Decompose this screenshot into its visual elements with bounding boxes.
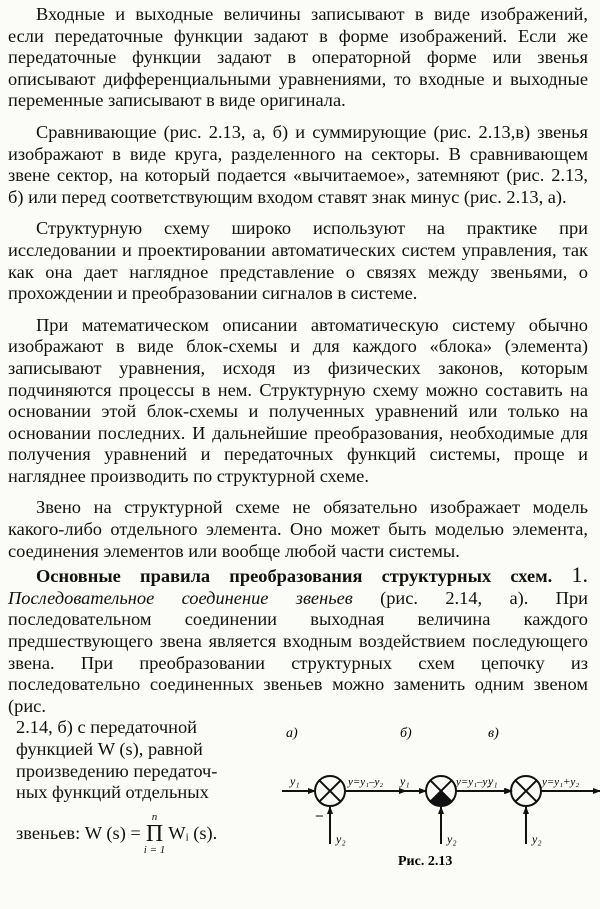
comparator-circle-shaded [426, 776, 456, 806]
panel-c [482, 726, 600, 846]
panel-label: б) [400, 726, 412, 742]
paragraph-structural-scheme-usage: Структурную схему широко используют на практике при исследовании и проектировании автоматических систем управления, так как она дает наглядное представление о связях между звеньями, о прохождении и преобразовании сигналов в системе. [8, 218, 588, 304]
minus-sign: – [316, 808, 323, 824]
comparator-diagram [278, 719, 600, 869]
paragraph-transformation-rules [8, 564, 588, 717]
paragraph-input-output-values: Входные и выходные величины записывают в виде изображений, если передаточные функции задают в форме изображений. Если же передаточные функции задают в операторной форме или звенья описывают дифференциальными уравнениями, то входные и выходные переменные записывают в виде оригинала. [8, 4, 588, 111]
wrap-line: произведению передаточ- [16, 760, 218, 781]
figure-caption: Рис. 2.13 [398, 854, 453, 870]
output-label: y=y₁–y₂ [348, 776, 384, 789]
paragraph-mathematical-description: При математическом описании автоматическую систему обычно изображают в виде блок-схемы и для каждого «блока» (элемента) записывают уравнения, исходя из физических законов, которым подчиняются процессы в нем. Структурную схему можно составить на основании этой блок-схемы и полученных уравнений или только на основании последних. И дальнейшие преобразования, необходимые для получения уравнений и передаточных функций системы, проще и нагляднее производить по структурной схеме. [8, 314, 588, 486]
product-operator [144, 812, 165, 856]
paragraph-comparing-summing-links: Сравнивающие (рис. 2.13, а, б) и суммирующие (рис. 2.13,в) звенья изображают в виде круга, разделенного на секторы. В сравнивающем звене сектор, на который подается «вычитаемое», затемняют (рис. 2.13, б) или перед соответствующим входом ставят знак минус (рис. 2.13, а). [8, 121, 588, 207]
rule-number: 1. [571, 562, 588, 588]
wrapped-text-block [16, 717, 278, 855]
output-label: y=y₁+y₂ [542, 776, 580, 789]
formula-prefix: звеньев: W (s) = [16, 822, 141, 843]
summing-circle [511, 776, 541, 806]
rule-title: Последовательное соединение звеньев [8, 587, 353, 608]
side-input-label: y₂ [447, 832, 457, 847]
product-symbol: Π [145, 820, 164, 847]
formula-body: Wᵢ (s). [168, 822, 218, 843]
product-formula [16, 812, 278, 856]
formula-figure-area [8, 717, 588, 877]
wrap-line: 2.14, б) с передаточной [16, 717, 198, 738]
panel-a [282, 726, 406, 846]
comparator-circle [315, 776, 345, 806]
input-label: y₁ [400, 774, 410, 789]
paragraph-link-model: Звено на структурной схеме не обязательно изображает модель какого-либо отдельного элемента. Оно может быть моделью элемента, соединения элементов или вообще любой части системы. [8, 497, 588, 561]
wrap-line: ных функций отдельных [16, 782, 209, 803]
figure-2-13 [278, 719, 600, 869]
rule-text: (рис. 2.14, а). При последовательном соединении выходная величина каждого предшествующего звена является входным воздействием последующего звена. При преобразовании структурных схем цепочку из последовательно соединенных звеньев можно заменить одним звеном (рис. [8, 587, 588, 716]
product-lower-limit: i = 1 [143, 843, 166, 856]
panel-label: в) [488, 726, 499, 742]
section-heading: Основные правила преобразования структурных схем. [36, 566, 553, 587]
product-upper-limit: n [151, 810, 158, 823]
output-label: y=y₁–y₂ [456, 776, 492, 789]
wrap-line: функцией W (s), равной [16, 739, 203, 759]
side-input-label: y₂ [532, 832, 542, 847]
panel-label: а) [286, 726, 298, 742]
side-input-label: y₂ [336, 832, 346, 847]
input-label: y₁ [290, 774, 300, 789]
input-label: y₁ [488, 774, 498, 789]
